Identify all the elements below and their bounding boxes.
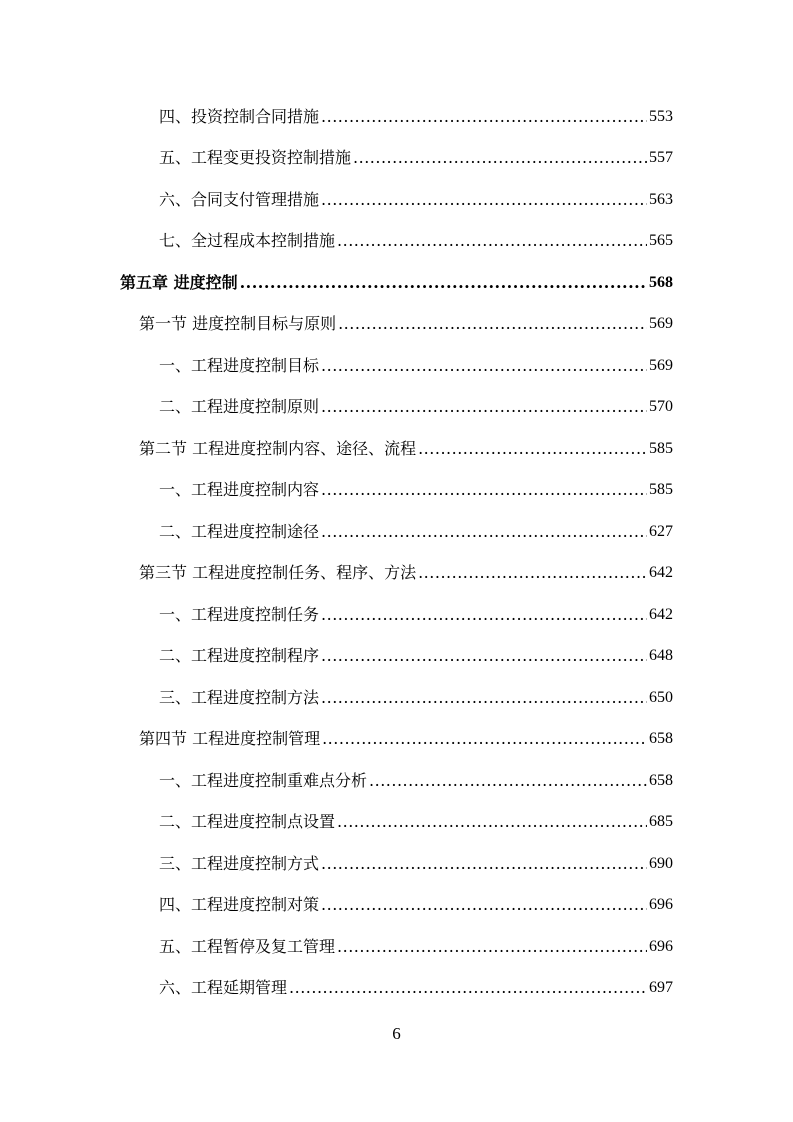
toc-entry[interactable] (0, 553, 673, 595)
toc-entry-page: 568 (649, 273, 673, 291)
toc-entry[interactable] (0, 926, 673, 968)
toc-entry[interactable] (0, 802, 673, 844)
toc-entry-page: 650 (649, 688, 673, 706)
toc-entry-page: 690 (649, 854, 673, 872)
toc-entry-title: 一、工程进度控制重难点分析 (159, 770, 368, 790)
toc-entry-page: 565 (649, 232, 673, 250)
toc-entry-page: 642 (649, 564, 673, 582)
toc-entry-page: 685 (649, 813, 673, 831)
toc-entry-page: 585 (649, 439, 673, 457)
toc-entry[interactable] (0, 428, 673, 470)
toc-entry[interactable] (0, 719, 673, 761)
toc-entry-title: 二、工程进度控制原则 (159, 397, 320, 417)
toc-dot-leader (289, 978, 647, 998)
toc-entry-page: 696 (649, 937, 673, 955)
toc-entry-page: 697 (649, 979, 673, 997)
toc-dot-leader (337, 231, 647, 251)
toc-entry-title: 一、工程进度控制任务 (159, 604, 320, 624)
toc-entry-page: 627 (649, 522, 673, 540)
toc-entry[interactable] (0, 760, 673, 802)
toc-entry-title: 第四节 工程进度控制管理 (139, 729, 321, 749)
toc-dot-leader (321, 480, 647, 500)
toc-entry-title: 二、工程进度控制点设置 (159, 812, 336, 832)
toc-entry-page: 642 (649, 605, 673, 623)
toc-entry-title: 一、工程进度控制目标 (159, 355, 320, 375)
toc-dot-leader (418, 563, 647, 583)
toc-dot-leader (321, 605, 647, 625)
toc-entry[interactable] (0, 262, 673, 304)
toc-dot-leader (240, 273, 647, 293)
toc-dot-leader (321, 190, 647, 210)
toc-entry[interactable] (0, 677, 673, 719)
toc-entry-page: 557 (649, 149, 673, 167)
toc-entry-page: 553 (649, 107, 673, 125)
toc-entry[interactable] (0, 304, 673, 346)
toc-entry[interactable] (0, 138, 673, 180)
toc-entry[interactable] (0, 636, 673, 678)
toc-entry-title: 五、工程变更投资控制措施 (159, 148, 352, 168)
toc-entry-title: 三、工程进度控制方法 (159, 687, 320, 707)
toc-dot-leader (321, 522, 647, 542)
toc-dot-leader (337, 937, 647, 957)
toc-entry[interactable] (0, 387, 673, 429)
toc-dot-leader (321, 107, 647, 127)
toc-dot-leader (337, 812, 647, 832)
toc-entry-page: 658 (649, 771, 673, 789)
toc-dot-leader (321, 646, 647, 666)
table-of-contents (0, 96, 793, 1009)
toc-entry[interactable] (0, 968, 673, 1010)
toc-dot-leader (338, 314, 647, 334)
toc-dot-leader (322, 729, 647, 749)
toc-entry[interactable] (0, 179, 673, 221)
toc-entry-title: 一、工程进度控制内容 (159, 480, 320, 500)
toc-entry[interactable] (0, 843, 673, 885)
page-number: 6 (392, 1024, 401, 1043)
toc-dot-leader (321, 895, 647, 915)
toc-dot-leader (418, 439, 647, 459)
toc-dot-leader (321, 356, 647, 376)
toc-entry[interactable] (0, 511, 673, 553)
toc-entry-title: 二、工程进度控制程序 (159, 646, 320, 666)
toc-entry-title: 五、工程暂停及复工管理 (159, 936, 336, 956)
toc-entry-title: 第五章 进度控制 (120, 272, 238, 292)
toc-entry-page: 658 (649, 730, 673, 748)
toc-entry[interactable] (0, 470, 673, 512)
toc-entry-title: 三、工程进度控制方式 (159, 853, 320, 873)
toc-entry-page: 563 (649, 190, 673, 208)
toc-dot-leader (321, 688, 647, 708)
toc-entry-title: 四、工程进度控制对策 (159, 895, 320, 915)
toc-entry-title: 第一节 进度控制目标与原则 (139, 314, 337, 334)
toc-entry[interactable] (0, 594, 673, 636)
toc-entry[interactable] (0, 345, 673, 387)
toc-entry-page: 570 (649, 398, 673, 416)
toc-entry-page: 569 (649, 356, 673, 374)
toc-dot-leader (321, 854, 647, 874)
toc-entry-page: 569 (649, 315, 673, 333)
toc-entry-page: 585 (649, 481, 673, 499)
toc-entry-title: 七、全过程成本控制措施 (159, 231, 336, 251)
toc-entry[interactable] (0, 885, 673, 927)
toc-entry-title: 四、投资控制合同措施 (159, 106, 320, 126)
toc-dot-leader (321, 397, 647, 417)
toc-entry-title: 六、合同支付管理措施 (159, 189, 320, 209)
toc-entry[interactable] (0, 96, 673, 138)
toc-entry[interactable] (0, 221, 673, 263)
toc-dot-leader (369, 771, 647, 791)
toc-dot-leader (353, 148, 647, 168)
toc-entry-title: 第三节 工程进度控制任务、程序、方法 (139, 563, 417, 583)
toc-entry-title: 第二节 工程进度控制内容、途径、流程 (139, 438, 417, 458)
toc-entry-page: 696 (649, 896, 673, 914)
toc-entry-page: 648 (649, 647, 673, 665)
toc-entry-title: 二、工程进度控制途径 (159, 521, 320, 541)
toc-entry-title: 六、工程延期管理 (159, 978, 288, 998)
